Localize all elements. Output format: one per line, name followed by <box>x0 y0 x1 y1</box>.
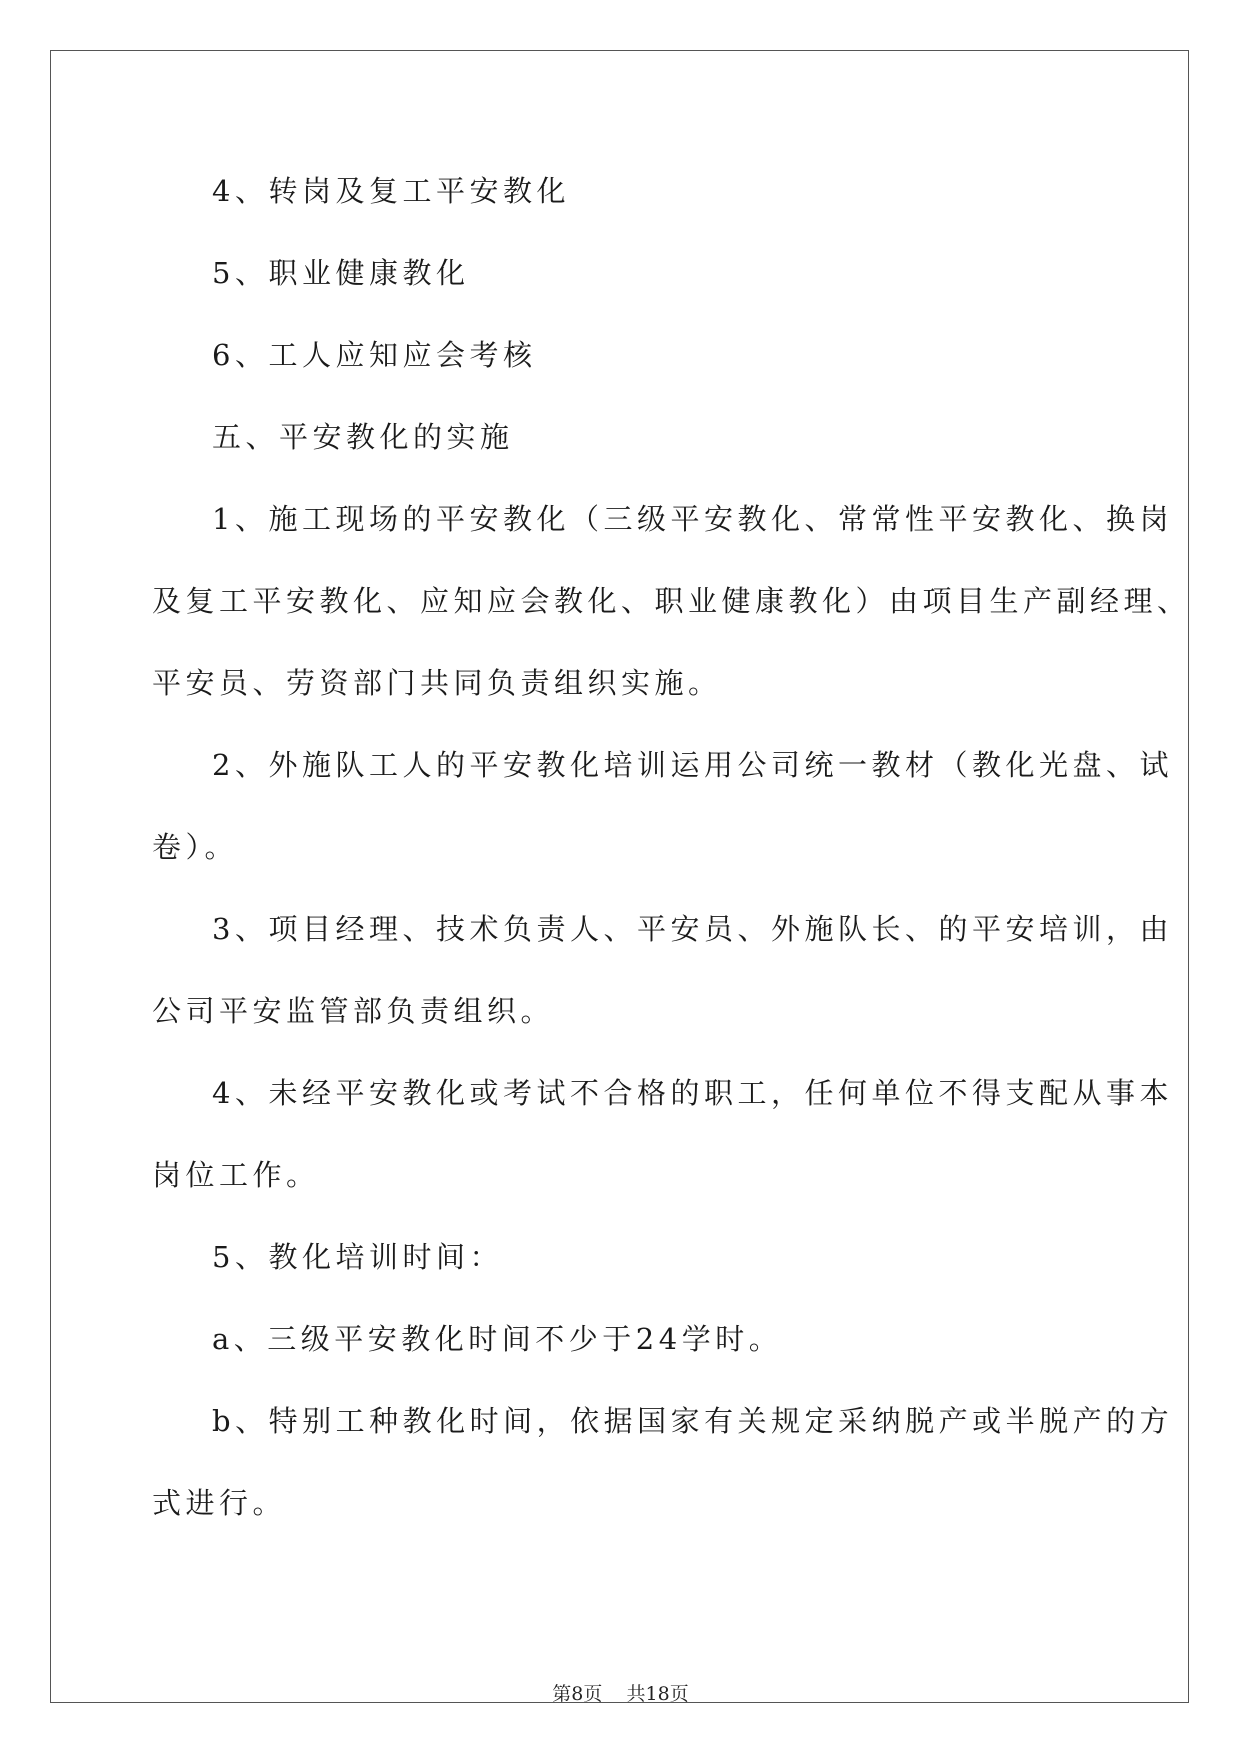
text-line: 5、职业健康教化 <box>212 256 470 290</box>
text-line: 卷）。 <box>152 830 239 864</box>
text-line: 岗位工作。 <box>152 1158 320 1192</box>
text-line: 公司平安监管部负责组织。 <box>152 994 555 1028</box>
text-line: 及复工平安教化、应知应会教化、职业健康教化）由项目生产副经理、 <box>152 584 1191 618</box>
text-line: a、三级平安教化时间不少于24学时。 <box>212 1322 783 1356</box>
text-line: b、特别工种教化时间，依据国家有关规定采纳脱产或半脱产的方 <box>212 1404 1174 1438</box>
text-line: 4、未经平安教化或考试不合格的职工，任何单位不得支配从事本 <box>212 1076 1173 1110</box>
text-line: 6、工人应知应会考核 <box>212 338 537 372</box>
text-line: 3、项目经理、技术负责人、平安员、外施队长、的平安培训，由 <box>212 912 1173 946</box>
page-footer <box>0 1682 1241 1706</box>
text-line: 平安员、劳资部门共同负责组织实施。 <box>152 666 722 700</box>
text-line: 5、教化培训时间： <box>212 1240 503 1274</box>
document-body <box>152 160 1191 1554</box>
section-heading: 五、平安教化的实施 <box>212 420 514 454</box>
page-number: 第8页 <box>552 1683 603 1705</box>
text-line: 2、外施队工人的平安教化培训运用公司统一教材（教化光盘、试 <box>212 748 1173 782</box>
text-line: 1、施工现场的平安教化（三级平安教化、常常性平安教化、换岗 <box>212 502 1173 536</box>
page-total: 共18页 <box>626 1683 689 1705</box>
text-line: 4、转岗及复工平安教化 <box>212 174 570 208</box>
text-line: 式进行。 <box>152 1486 287 1520</box>
